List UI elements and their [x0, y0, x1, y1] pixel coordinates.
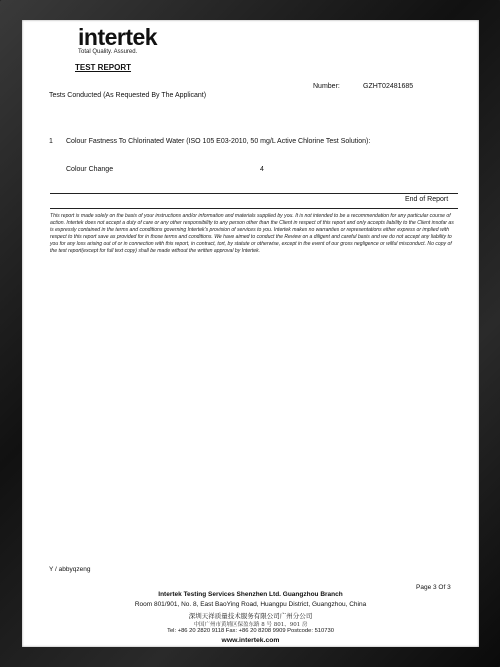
tests-conducted-heading: Tests Conducted (As Requested By The Applicant)	[49, 92, 207, 99]
intertek-logo: intertek	[78, 24, 158, 50]
result-value: 4	[260, 166, 264, 173]
disclaimer-top-rule	[50, 208, 458, 209]
end-of-report-text: End of Report	[405, 196, 449, 203]
footer-address-cn: 中国广州市黄埔区保盈东路 8 号 801、901 房	[193, 622, 308, 628]
report-page	[22, 20, 479, 647]
page-number: Page 3 Of 3	[416, 584, 451, 591]
footer-contact: Tel: +86 20 2820 9118 Fax: +86 20 8208 9909 Postcode: 510730	[167, 628, 334, 634]
report-number-label: Number:	[313, 83, 340, 90]
report-title: TEST REPORT	[75, 63, 132, 72]
report-number-value: GZHT02481685	[363, 83, 414, 90]
signature-initials: Y / abbyqzeng	[49, 566, 91, 573]
footer-address: Room 801/901, No. 8, East BaoYing Road, Huangpu District, Guangzhou, China	[134, 601, 367, 608]
footer-website: www.intertek.com	[221, 637, 280, 644]
footer-company-name-cn: 深圳天祥质量技术服务有限公司广州分公司	[188, 612, 313, 620]
footer-company-name: Intertek Testing Services Shenzhen Ltd. Guangzhou Branch	[158, 591, 343, 598]
result-label: Colour Change	[66, 166, 114, 173]
test-item-title: Colour Fastness To Chlorinated Water (ISO 105 E03-2010, 50 mg/L Active Chlorine Test Solution):	[66, 138, 371, 145]
test-item-index: 1	[49, 138, 53, 145]
logo-tagline: Total Quality. Assured.	[78, 49, 138, 55]
end-of-report-rule	[50, 193, 458, 194]
disclaimer-text: This report is made solely on the basis of your instructions and/or information and materials supplied by you. It is not intended to be a recommendation for any particular course of action. Intertek does not accept a duty of care or any other responsibility to any person other than the Client in respect of this report and only accepts liability to the Client insofar as is expressly contained in the terms and conditions governing Intertek's provision of services to you. Intertek makes no warranties or representations either express or implied with respect to this report save as provided for in those terms and conditions. We have aimed to conduct the Review on a diligent and careful basis and we do not accept any liability to you for any loss arising out of or in connection with this report, in contract, tort, by statute or otherwise, except in the event of our gross negligence or wilful misconduct. No copy of the test report(except for full text copy) shall be made without the written approval by Intertek.	[50, 213, 454, 254]
